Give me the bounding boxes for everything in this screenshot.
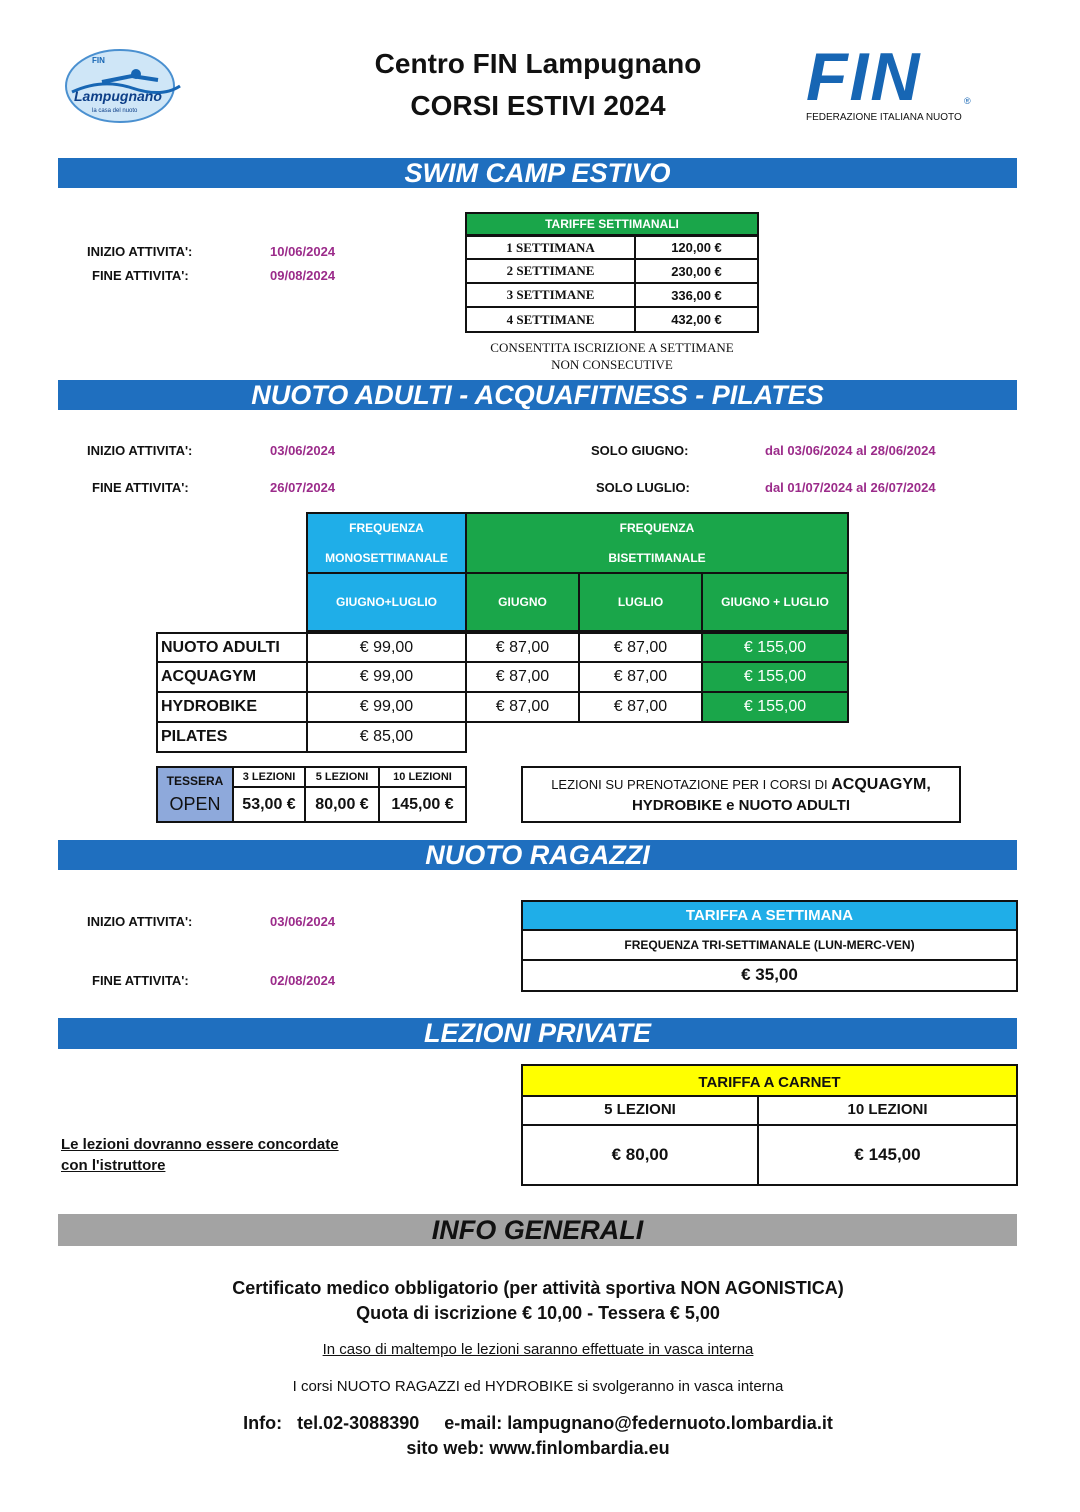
tessera-col-header: 10 LEZIONI bbox=[378, 766, 467, 788]
price-mono: € 99,00 bbox=[306, 691, 467, 723]
left-logo-name: Lampugnano bbox=[74, 88, 162, 104]
price-mono: € 99,00 bbox=[306, 661, 467, 693]
private-col-5: 5 LEZIONI bbox=[521, 1095, 759, 1126]
adults-end-label: FINE ATTIVITA': bbox=[92, 480, 189, 495]
adults-july-label: SOLO LUGLIO: bbox=[596, 480, 690, 495]
tessera-col-header: 5 LEZIONI bbox=[304, 766, 380, 788]
swim-camp-note-2: NON CONSECUTIVE bbox=[551, 357, 673, 372]
price-july: € 87,00 bbox=[578, 691, 703, 723]
fin-logo-caption: FEDERAZIONE ITALIANA NUOTO bbox=[806, 112, 962, 123]
tessera-price: 145,00 € bbox=[378, 786, 467, 823]
tessera-price: 53,00 € bbox=[232, 786, 306, 823]
col-header-july: LUGLIO bbox=[578, 572, 703, 632]
swim-camp-start-label: INIZIO ATTIVITA': bbox=[87, 244, 193, 259]
kids-heading: NUOTO RAGAZZI bbox=[58, 840, 1017, 870]
freq-bi-line2: BISETTIMANALE bbox=[608, 551, 706, 565]
left-logo-top: FIN bbox=[92, 56, 105, 65]
freq-mono-line1: FREQUENZA bbox=[349, 521, 424, 535]
swim-camp-heading: SWIM CAMP ESTIVO bbox=[58, 158, 1017, 188]
private-price-10: € 145,00 bbox=[757, 1124, 1018, 1186]
booking-note-line2: HYDROBIKE e NUOTO ADULTI bbox=[631, 796, 851, 814]
table-row-label: 3 SETTIMANE bbox=[465, 284, 636, 308]
kids-end-label: FINE ATTIVITA': bbox=[92, 973, 189, 988]
price-both: € 155,00 bbox=[701, 632, 849, 663]
private-heading: LEZIONI PRIVATE bbox=[58, 1018, 1017, 1049]
course-name: HYDROBIKE bbox=[156, 691, 308, 723]
course-name: ACQUAGYM bbox=[156, 661, 308, 693]
booking-note-strong: ACQUAGYM, bbox=[831, 775, 931, 793]
table-row-label: 2 SETTIMANE bbox=[465, 260, 636, 284]
col-header-june: GIUGNO bbox=[465, 572, 580, 632]
swim-camp-end-label: FINE ATTIVITA': bbox=[92, 268, 189, 283]
page-title: Centro FIN Lampugnano bbox=[374, 48, 702, 79]
booking-note bbox=[521, 766, 961, 823]
tessera-label-2: OPEN bbox=[169, 794, 221, 814]
freq-bi-header bbox=[465, 512, 849, 574]
table-row-price: 230,00 € bbox=[634, 260, 759, 284]
table-row-price: 432,00 € bbox=[634, 308, 759, 333]
price-june: € 87,00 bbox=[465, 632, 580, 663]
private-table-header: TARIFFA A CARNET bbox=[521, 1064, 1018, 1097]
price-mono: € 99,00 bbox=[306, 632, 467, 663]
swim-camp-table-header: TARIFFE SETTIMANALI bbox=[465, 212, 759, 236]
info-line2: Quota di iscrizione € 10,00 - Tessera € 5,00 bbox=[356, 1303, 720, 1323]
kids-start-label: INIZIO ATTIVITA': bbox=[87, 914, 193, 929]
adults-start-date: 03/06/2024 bbox=[270, 443, 336, 458]
table-row-price: 120,00 € bbox=[634, 236, 759, 260]
tessera-price: 80,00 € bbox=[304, 786, 380, 823]
adults-start-label: INIZIO ATTIVITA': bbox=[87, 443, 193, 458]
fin-logo-letters: FIN bbox=[806, 39, 922, 115]
private-note-2: con l'istruttore bbox=[61, 1157, 166, 1174]
info-line4: I corsi NUOTO RAGAZZI ed HYDROBIKE si svolgeranno in vasca interna bbox=[292, 1378, 784, 1395]
price-june: € 87,00 bbox=[465, 691, 580, 723]
private-note-1: Le lezioni dovranno essere concordate bbox=[61, 1136, 339, 1153]
price-mono: € 85,00 bbox=[306, 721, 467, 753]
swim-camp-start-date: 10/06/2024 bbox=[270, 244, 336, 259]
price-june: € 87,00 bbox=[465, 661, 580, 693]
adults-june-label: SOLO GIUGNO: bbox=[591, 443, 689, 458]
table-row-label: 1 SETTIMANA bbox=[465, 236, 636, 260]
kids-frequency: FREQUENZA TRI-SETTIMANALE (LUN-MERC-VEN) bbox=[521, 929, 1018, 961]
left-logo-tagline: la casa del nuoto bbox=[92, 108, 138, 114]
tessera-label-1: TESSERA bbox=[166, 774, 224, 788]
info-website: sito web: www.finlombardia.eu bbox=[406, 1438, 670, 1458]
booking-note-line1 bbox=[551, 776, 931, 794]
kids-start-date: 03/06/2024 bbox=[270, 914, 336, 929]
kids-table-header: TARIFFA A SETTIMANA bbox=[521, 900, 1018, 931]
price-july: € 87,00 bbox=[578, 632, 703, 663]
left-logo bbox=[62, 48, 186, 124]
tessera-label bbox=[156, 766, 234, 823]
info-contact: Info: tel.02-3088390 e-mail: lampugnano@federnuoto.lombardia.it bbox=[243, 1413, 833, 1433]
kids-price: € 35,00 bbox=[521, 959, 1018, 992]
swim-camp-note-1: CONSENTITA ISCRIZIONE A SETTIMANE bbox=[490, 340, 734, 355]
fin-logo-registered: ® bbox=[964, 96, 971, 106]
price-both: € 155,00 bbox=[701, 691, 849, 723]
freq-mono-header bbox=[306, 512, 467, 574]
price-both: € 155,00 bbox=[701, 661, 849, 693]
table-row-label: 4 SETTIMANE bbox=[465, 308, 636, 333]
course-name: PILATES bbox=[156, 721, 308, 753]
col-header-mono: GIUGNO+LUGLIO bbox=[306, 572, 467, 632]
page-subtitle: CORSI ESTIVI 2024 bbox=[410, 90, 666, 121]
freq-mono-line2: MONOSETTIMANALE bbox=[325, 551, 448, 565]
adults-june-range: dal 03/06/2024 al 28/06/2024 bbox=[765, 443, 936, 458]
booking-note-text: LEZIONI SU PRENOTAZIONE PER I CORSI DI bbox=[551, 776, 828, 792]
adults-july-range: dal 01/07/2024 al 26/07/2024 bbox=[765, 480, 936, 495]
info-line1: Certificato medico obbligatorio (per attività sportiva NON AGONISTICA) bbox=[232, 1278, 844, 1298]
adults-heading: NUOTO ADULTI - ACQUAFITNESS - PILATES bbox=[58, 380, 1017, 410]
adults-end-date: 26/07/2024 bbox=[270, 480, 336, 495]
freq-bi-line1: FREQUENZA bbox=[619, 521, 695, 535]
info-heading: INFO GENERALI bbox=[58, 1214, 1017, 1246]
private-col-10: 10 LEZIONI bbox=[757, 1095, 1018, 1126]
private-price-5: € 80,00 bbox=[521, 1124, 759, 1186]
swim-camp-end-date: 09/08/2024 bbox=[270, 268, 336, 283]
fin-logo bbox=[806, 39, 978, 126]
info-line3: In caso di maltempo le lezioni saranno effettuate in vasca interna bbox=[322, 1341, 754, 1358]
table-row-price: 336,00 € bbox=[634, 284, 759, 308]
price-july: € 87,00 bbox=[578, 661, 703, 693]
col-header-both: GIUGNO + LUGLIO bbox=[701, 572, 849, 632]
kids-end-date: 02/08/2024 bbox=[270, 973, 336, 988]
tessera-col-header: 3 LEZIONI bbox=[232, 766, 306, 788]
course-name: NUOTO ADULTI bbox=[156, 632, 308, 663]
